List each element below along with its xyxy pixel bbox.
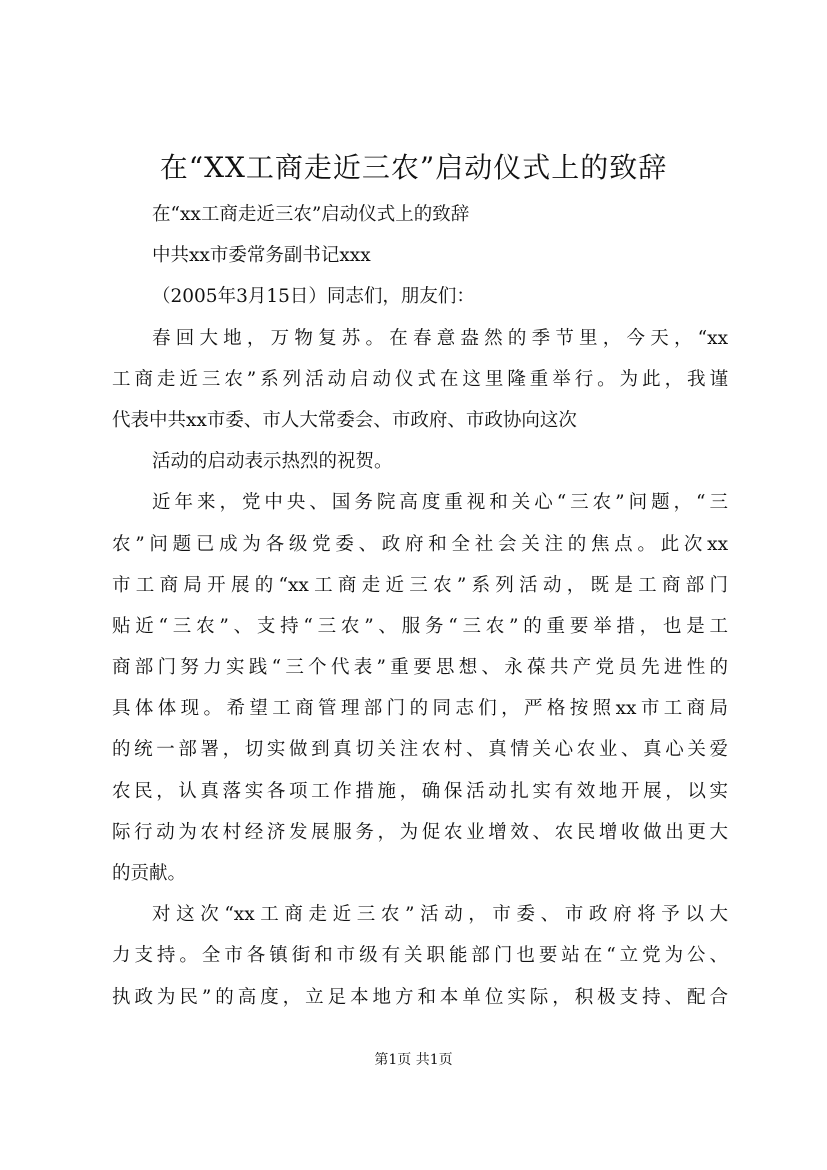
body-line: 农”问题已成为各级党委、政府和全社会关注的焦点。此次xx <box>112 533 728 555</box>
body-line: 对这次“xx工商走近三农”活动，市委、市政府将予以大 <box>152 904 728 926</box>
document-title: 在“XX工商走近三农”启动仪式上的致辞 <box>159 151 668 184</box>
document-body <box>112 194 728 1018</box>
body-line: 工商走近三农”系列活动启动仪式在这里隆重举行。为此，我谨 <box>112 368 728 390</box>
body-line: 农民，认真落实各项工作措施，确保活动扎实有效地开展，以实 <box>112 780 728 802</box>
body-line: 中共xx市委常务副书记xxx <box>152 245 371 267</box>
body-line: 商部门努力实践“三个代表”重要思想、永葆共产党员先进性的 <box>112 657 728 679</box>
body-line: 代表中共xx市委、市人大常委会、市政府、市政协向这次 <box>112 409 577 431</box>
page-footer: 第1页 共1页 <box>374 1052 453 1068</box>
body-line: 春回大地，万物复苏。在春意盎然的季节里，今天，“xx <box>152 327 728 349</box>
body-line: 市工商局开展的“xx工商走近三农”系列活动，既是工商部门 <box>112 574 728 596</box>
body-line: 贴近“三农”、支持“三农”、服务“三农”的重要举措，也是工 <box>112 615 728 637</box>
body-line: （2005年3月15日）同志们，朋友们： <box>152 286 475 308</box>
body-line: 力支持。全市各镇街和市级有关职能部门也要站在“立党为公、 <box>112 945 728 967</box>
body-line: 际行动为农村经济发展服务，为促农业增效、农民增收做出更大 <box>112 821 728 843</box>
body-line: 近年来，党中央、国务院高度重视和关心“三农”问题，“三 <box>152 492 728 514</box>
body-line: 执政为民”的高度，立足本地方和本单位实际，积极支持、配合 <box>112 986 728 1008</box>
body-line: 在“xx工商走近三农”启动仪式上的致辞 <box>152 204 470 225</box>
body-line: 的统一部署，切实做到真切关注农村、真情关心农业、真心关爱 <box>112 739 728 761</box>
body-line: 的贡献。 <box>112 863 187 884</box>
body-line: 活动的启动表示热烈的祝贺。 <box>152 451 393 473</box>
body-line: 具体体现。希望工商管理部门的同志们，严格按照xx市工商局 <box>112 698 728 720</box>
